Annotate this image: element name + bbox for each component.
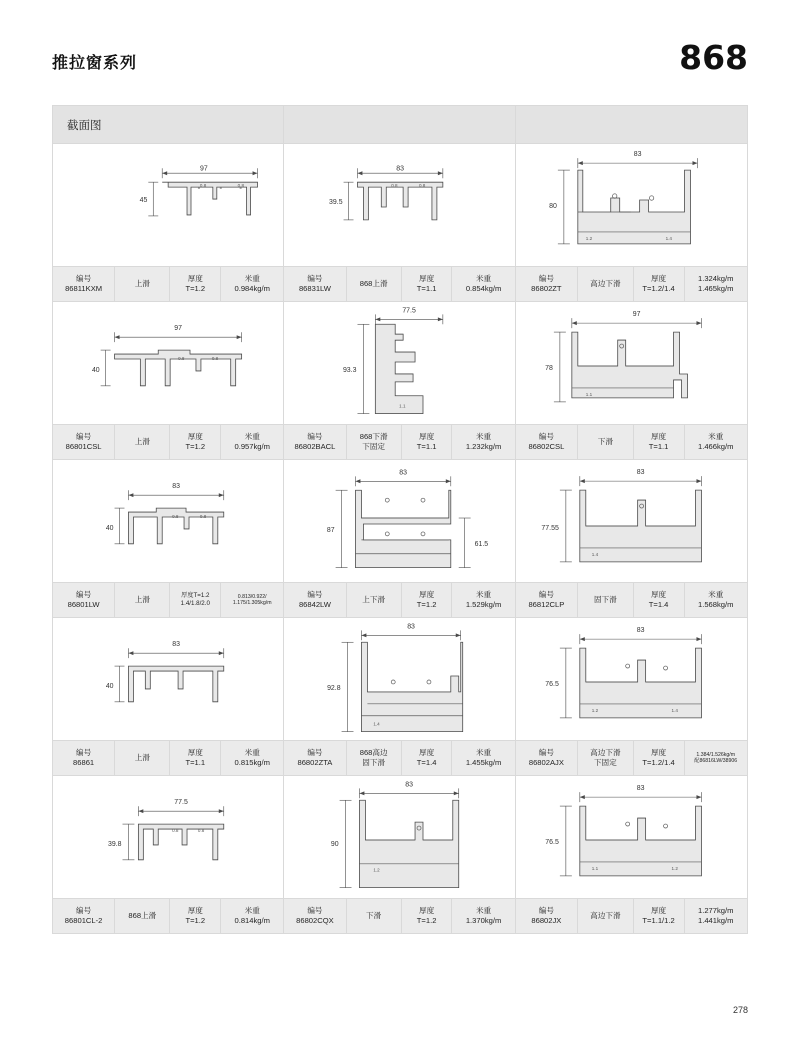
profile-cell xyxy=(284,460,515,618)
spec-thickness-label: 厚度 xyxy=(650,905,667,915)
spec-name: 固下滑 xyxy=(593,594,617,604)
spec-name-2: 下固定 xyxy=(593,758,617,767)
table-row xyxy=(53,776,747,934)
spec-weight: 0.984kg/m xyxy=(234,284,270,293)
detail-note: 1.4 xyxy=(665,235,672,241)
spec-strip xyxy=(284,266,514,301)
spec-strip xyxy=(53,582,283,617)
spec-code-label: 编号 xyxy=(538,905,554,915)
spec-name: 上滑 xyxy=(134,594,150,604)
spec-weight: 0.814kg/m xyxy=(234,916,270,925)
detail-note: 0.8 xyxy=(172,828,179,834)
spec-weight: 1.455kg/m xyxy=(465,758,502,767)
spec-weight-label: 0.813/0.922/ xyxy=(237,593,267,600)
table-band-header xyxy=(53,106,747,144)
spec-code-label: 编号 xyxy=(307,273,323,283)
spec-thickness-label: 厚度 xyxy=(419,905,435,915)
dim-width: 83 xyxy=(636,785,645,793)
spec-strip xyxy=(53,740,283,775)
spec-thickness: T=1.4 xyxy=(648,600,669,609)
detail-note: 1.4 xyxy=(671,707,678,713)
dim-width: 83 xyxy=(407,623,416,631)
spec-name: 高边下滑 xyxy=(590,747,621,757)
spec-thickness: T=1.1 xyxy=(416,442,437,451)
profile-drawing xyxy=(516,144,747,266)
spec-thickness: T=1.2 xyxy=(185,284,206,293)
spec-code: 86802CSL xyxy=(528,442,565,451)
spec-weight-label: 米重 xyxy=(244,905,260,915)
profile-drawing xyxy=(284,144,514,266)
spec-name: 上滑 xyxy=(134,752,150,762)
profile-cell xyxy=(284,776,515,934)
spec-code: 86802BACL xyxy=(294,442,336,451)
spec-code: 86802ZTA xyxy=(297,758,333,767)
dim-height: 90 xyxy=(331,840,339,848)
spec-strip xyxy=(284,740,514,775)
band-label-1: 截面图 xyxy=(53,106,284,144)
profile-cell xyxy=(516,302,747,460)
dim-height: 40 xyxy=(105,682,114,690)
spec-code-label: 编号 xyxy=(76,905,92,915)
detail-note: 0.8 xyxy=(211,356,219,362)
dim-width: 83 xyxy=(636,469,645,477)
profile-cell xyxy=(53,302,284,460)
profile-drawing xyxy=(284,460,514,582)
spec-code: 86861 xyxy=(73,758,95,767)
spec-thickness: T=1.2 xyxy=(185,442,206,451)
spec-code: 86831LW xyxy=(298,284,331,293)
spec-name: 868下滑 xyxy=(359,431,388,441)
detail-note: 0.8 xyxy=(172,514,179,520)
dim-width: 83 xyxy=(633,151,642,159)
spec-code-label: 编号 xyxy=(76,589,92,599)
dim-height: 76.5 xyxy=(544,838,559,846)
spec-thickness-label: 厚度 xyxy=(650,589,667,599)
spec-name: 上下滑 xyxy=(362,594,386,604)
spec-code-label: 编号 xyxy=(307,589,323,599)
profile-table xyxy=(52,105,748,934)
spec-weight: 1.466kg/m xyxy=(698,442,734,451)
spec-code-label: 编号 xyxy=(307,431,323,441)
spec-thickness: T=1.4 xyxy=(416,758,437,767)
spec-name-2: 下固定 xyxy=(362,442,386,451)
spec-code: 86811KXM xyxy=(65,284,103,293)
table-row xyxy=(53,144,747,302)
band-label-3 xyxy=(516,106,747,144)
spec-thickness-label: 厚度 xyxy=(650,431,667,441)
profile-cell xyxy=(516,144,747,302)
spec-code: 86801LW xyxy=(67,600,100,609)
spec-weight: 1.324kg/m xyxy=(698,273,734,283)
spec-code-label: 编号 xyxy=(76,273,92,283)
spec-thickness-label: 厚度 xyxy=(650,747,667,757)
spec-thickness: T=1.1/1.2 xyxy=(642,916,675,925)
spec-code-label: 编号 xyxy=(538,589,554,599)
spec-weight: 1.568kg/m xyxy=(698,600,734,609)
spec-code-label: 编号 xyxy=(76,431,92,441)
spec-thickness: T=1.2/1.4 xyxy=(642,284,675,293)
page-title: 推拉窗系列 xyxy=(52,55,138,72)
dim-width: 97 xyxy=(200,165,208,173)
spec-weight-note: 配86816LW/38906 xyxy=(694,758,738,764)
dim-width: 83 xyxy=(396,165,405,173)
band-label-2 xyxy=(284,106,515,144)
spec-thickness-label: 厚度 xyxy=(419,747,435,757)
profile-drawing xyxy=(516,302,747,424)
detail-note: 1.2 xyxy=(671,865,678,871)
spec-strip xyxy=(53,266,283,301)
dim-height: 40 xyxy=(105,524,114,532)
spec-thickness-label: 厚度 xyxy=(419,273,435,283)
spec-thickness: T=1.2 xyxy=(416,600,437,609)
dim-height: 93.3 xyxy=(343,366,357,374)
spec-weight: 0.957kg/m xyxy=(234,442,270,451)
spec-code-label: 编号 xyxy=(76,747,92,757)
table-row xyxy=(53,302,747,460)
spec-code: 86842LW xyxy=(298,600,331,609)
spec-thickness-label: 厚度 xyxy=(187,905,203,915)
spec-code: 86802CQX xyxy=(296,916,334,925)
spec-strip xyxy=(53,898,283,933)
spec-weight: 0.854kg/m xyxy=(465,284,502,293)
spec-thickness: T=1.1 xyxy=(185,758,206,767)
spec-strip xyxy=(284,582,514,617)
spec-weight-label: 米重 xyxy=(475,431,492,441)
spec-weight-label: 米重 xyxy=(475,273,492,283)
dim-width: 77.5 xyxy=(174,799,188,807)
detail-note: 1.1 xyxy=(585,391,592,397)
dim-height: 77.55 xyxy=(541,524,559,532)
spec-code: 86801CSL xyxy=(65,442,102,451)
profile-drawing xyxy=(516,460,747,582)
spec-thickness: T=1.2/1.4 xyxy=(642,758,675,767)
dim-height: 39.8 xyxy=(107,840,122,848)
dim-height: 80 xyxy=(548,202,557,210)
spec-strip xyxy=(516,582,747,617)
spec-code-label: 编号 xyxy=(538,273,554,283)
detail-note: 0.8 xyxy=(197,828,205,834)
profile-cell xyxy=(516,460,747,618)
spec-code-label: 编号 xyxy=(307,905,323,915)
dim-height-2: 61.5 xyxy=(474,540,489,548)
spec-weight-2: 1.465kg/m xyxy=(698,284,734,293)
spec-weight-label: 1.277kg/m xyxy=(698,905,734,915)
spec-code: 86802AJX xyxy=(528,758,564,767)
dim-height: 39.5 xyxy=(329,199,343,207)
profile-cell xyxy=(53,776,284,934)
spec-thickness-label: 厚度 xyxy=(187,747,203,757)
spec-weight: 1.232kg/m xyxy=(465,442,502,451)
detail-note: 0.8 xyxy=(199,183,207,189)
spec-thickness-label: 厚度 xyxy=(187,431,203,441)
spec-thickness-label: 厚度 xyxy=(419,431,435,441)
dim-width: 77.5 xyxy=(402,307,417,315)
page-number: 278 xyxy=(732,1005,748,1015)
spec-weight: 1.529kg/m xyxy=(465,600,502,609)
detail-note: 1.1 xyxy=(591,865,598,871)
spec-name: 上滑 xyxy=(134,436,150,446)
spec-thickness: T=1.1 xyxy=(648,442,669,451)
spec-code: 86801CL-2 xyxy=(64,916,103,925)
spec-strip xyxy=(284,424,514,459)
spec-thickness-label: 厚度 xyxy=(187,273,203,283)
spec-weight-label: 1.384/1.526kg/m xyxy=(696,751,736,758)
profile-cell xyxy=(516,776,747,934)
spec-name: 868上滑 xyxy=(359,278,388,288)
table-row xyxy=(53,460,747,618)
spec-weight-label: 米重 xyxy=(475,747,492,757)
profile-cell xyxy=(284,144,515,302)
spec-thickness-label: 厚度 xyxy=(650,273,667,283)
detail-note: 1.2 xyxy=(591,707,598,713)
profile-drawing xyxy=(53,618,283,740)
spec-name: 下滑 xyxy=(597,436,613,446)
dim-width: 83 xyxy=(172,641,180,649)
dim-width: 83 xyxy=(399,469,408,477)
spec-thickness-label: 厚度T=1.2 xyxy=(181,591,210,599)
dim-height: 78 xyxy=(544,364,553,372)
spec-name: 高边下滑 xyxy=(590,278,621,288)
spec-code-label: 编号 xyxy=(538,747,554,757)
spec-thickness: T=1.1 xyxy=(416,284,437,293)
table-row xyxy=(53,618,747,776)
spec-name: 868上滑 xyxy=(128,910,157,920)
profile-drawing xyxy=(53,460,283,582)
spec-name: 上滑 xyxy=(134,278,150,288)
spec-strip xyxy=(516,740,747,775)
spec-name: 868高边 xyxy=(359,747,388,757)
profile-cell xyxy=(53,460,284,618)
profile-drawing xyxy=(284,618,514,740)
profile-drawing xyxy=(516,776,747,898)
dim-width: 97 xyxy=(632,311,641,319)
detail-note: 0.8 xyxy=(419,183,426,189)
profile-cell xyxy=(284,302,515,460)
spec-name: 下滑 xyxy=(366,910,382,920)
spec-weight-label: 米重 xyxy=(244,273,260,283)
spec-strip xyxy=(516,898,747,933)
spec-weight: 1.175/1.305kg/m xyxy=(232,600,272,606)
dim-width: 83 xyxy=(172,483,180,491)
detail-note: 1.2 xyxy=(585,235,592,241)
page-header xyxy=(52,38,748,86)
spec-weight: 1.370kg/m xyxy=(465,916,502,925)
spec-name: 高边下滑 xyxy=(590,910,621,920)
dim-height: 87 xyxy=(327,526,335,534)
spec-thickness: T=1.2 xyxy=(185,916,206,925)
detail-note: 0.8 xyxy=(391,183,398,189)
detail-note: 1.4 xyxy=(591,551,598,557)
profile-drawing xyxy=(53,776,283,898)
spec-strip xyxy=(516,424,747,459)
profile-drawing xyxy=(516,618,747,740)
profile-drawing xyxy=(284,302,514,424)
detail-note: 0.8 xyxy=(199,514,207,520)
spec-weight-label: 米重 xyxy=(475,589,492,599)
spec-name-2: 固下滑 xyxy=(362,758,386,767)
dim-height: 45 xyxy=(139,197,148,205)
spec-strip xyxy=(53,424,283,459)
spec-thickness-label: 厚度 xyxy=(419,589,435,599)
detail-note: 0.8 xyxy=(237,183,244,189)
spec-code-label: 编号 xyxy=(538,431,554,441)
dim-width: 97 xyxy=(174,325,182,333)
spec-weight: 1.441kg/m xyxy=(698,916,734,925)
spec-code: 86802ZT xyxy=(531,284,562,293)
detail-note: 1.1 xyxy=(399,403,406,409)
dim-height: 40 xyxy=(91,366,100,374)
spec-thickness: T=1.2 xyxy=(416,916,437,925)
dim-width: 83 xyxy=(636,627,645,635)
profile-drawing xyxy=(284,776,514,898)
profile-cell xyxy=(53,618,284,776)
dim-height: 76.5 xyxy=(544,680,559,688)
spec-weight: 0.815kg/m xyxy=(234,758,270,767)
dim-height: 92.8 xyxy=(327,684,341,692)
spec-code-label: 编号 xyxy=(307,747,323,757)
profile-drawing xyxy=(53,302,283,424)
spec-weight-label: 米重 xyxy=(475,905,492,915)
profile-cell xyxy=(284,618,515,776)
detail-note: 1.4 xyxy=(373,721,381,727)
spec-weight-label: 米重 xyxy=(244,431,260,441)
spec-weight-label: 米重 xyxy=(708,589,724,599)
spec-code: 86802JX xyxy=(531,916,562,925)
dim-width: 83 xyxy=(405,781,414,789)
series-number: 868 xyxy=(679,38,748,77)
spec-thickness: 1.4/1.8/2.0 xyxy=(180,600,210,607)
detail-note: 1.2 xyxy=(373,867,381,873)
spec-weight-label: 米重 xyxy=(244,747,260,757)
spec-weight-label: 米重 xyxy=(708,431,724,441)
profile-cell xyxy=(53,144,284,302)
spec-code: 86812CLP xyxy=(528,600,565,609)
profile-drawing xyxy=(53,144,283,266)
profile-cell xyxy=(516,618,747,776)
spec-strip xyxy=(284,898,514,933)
spec-strip xyxy=(516,266,747,301)
detail-note: 0.8 xyxy=(178,356,185,362)
